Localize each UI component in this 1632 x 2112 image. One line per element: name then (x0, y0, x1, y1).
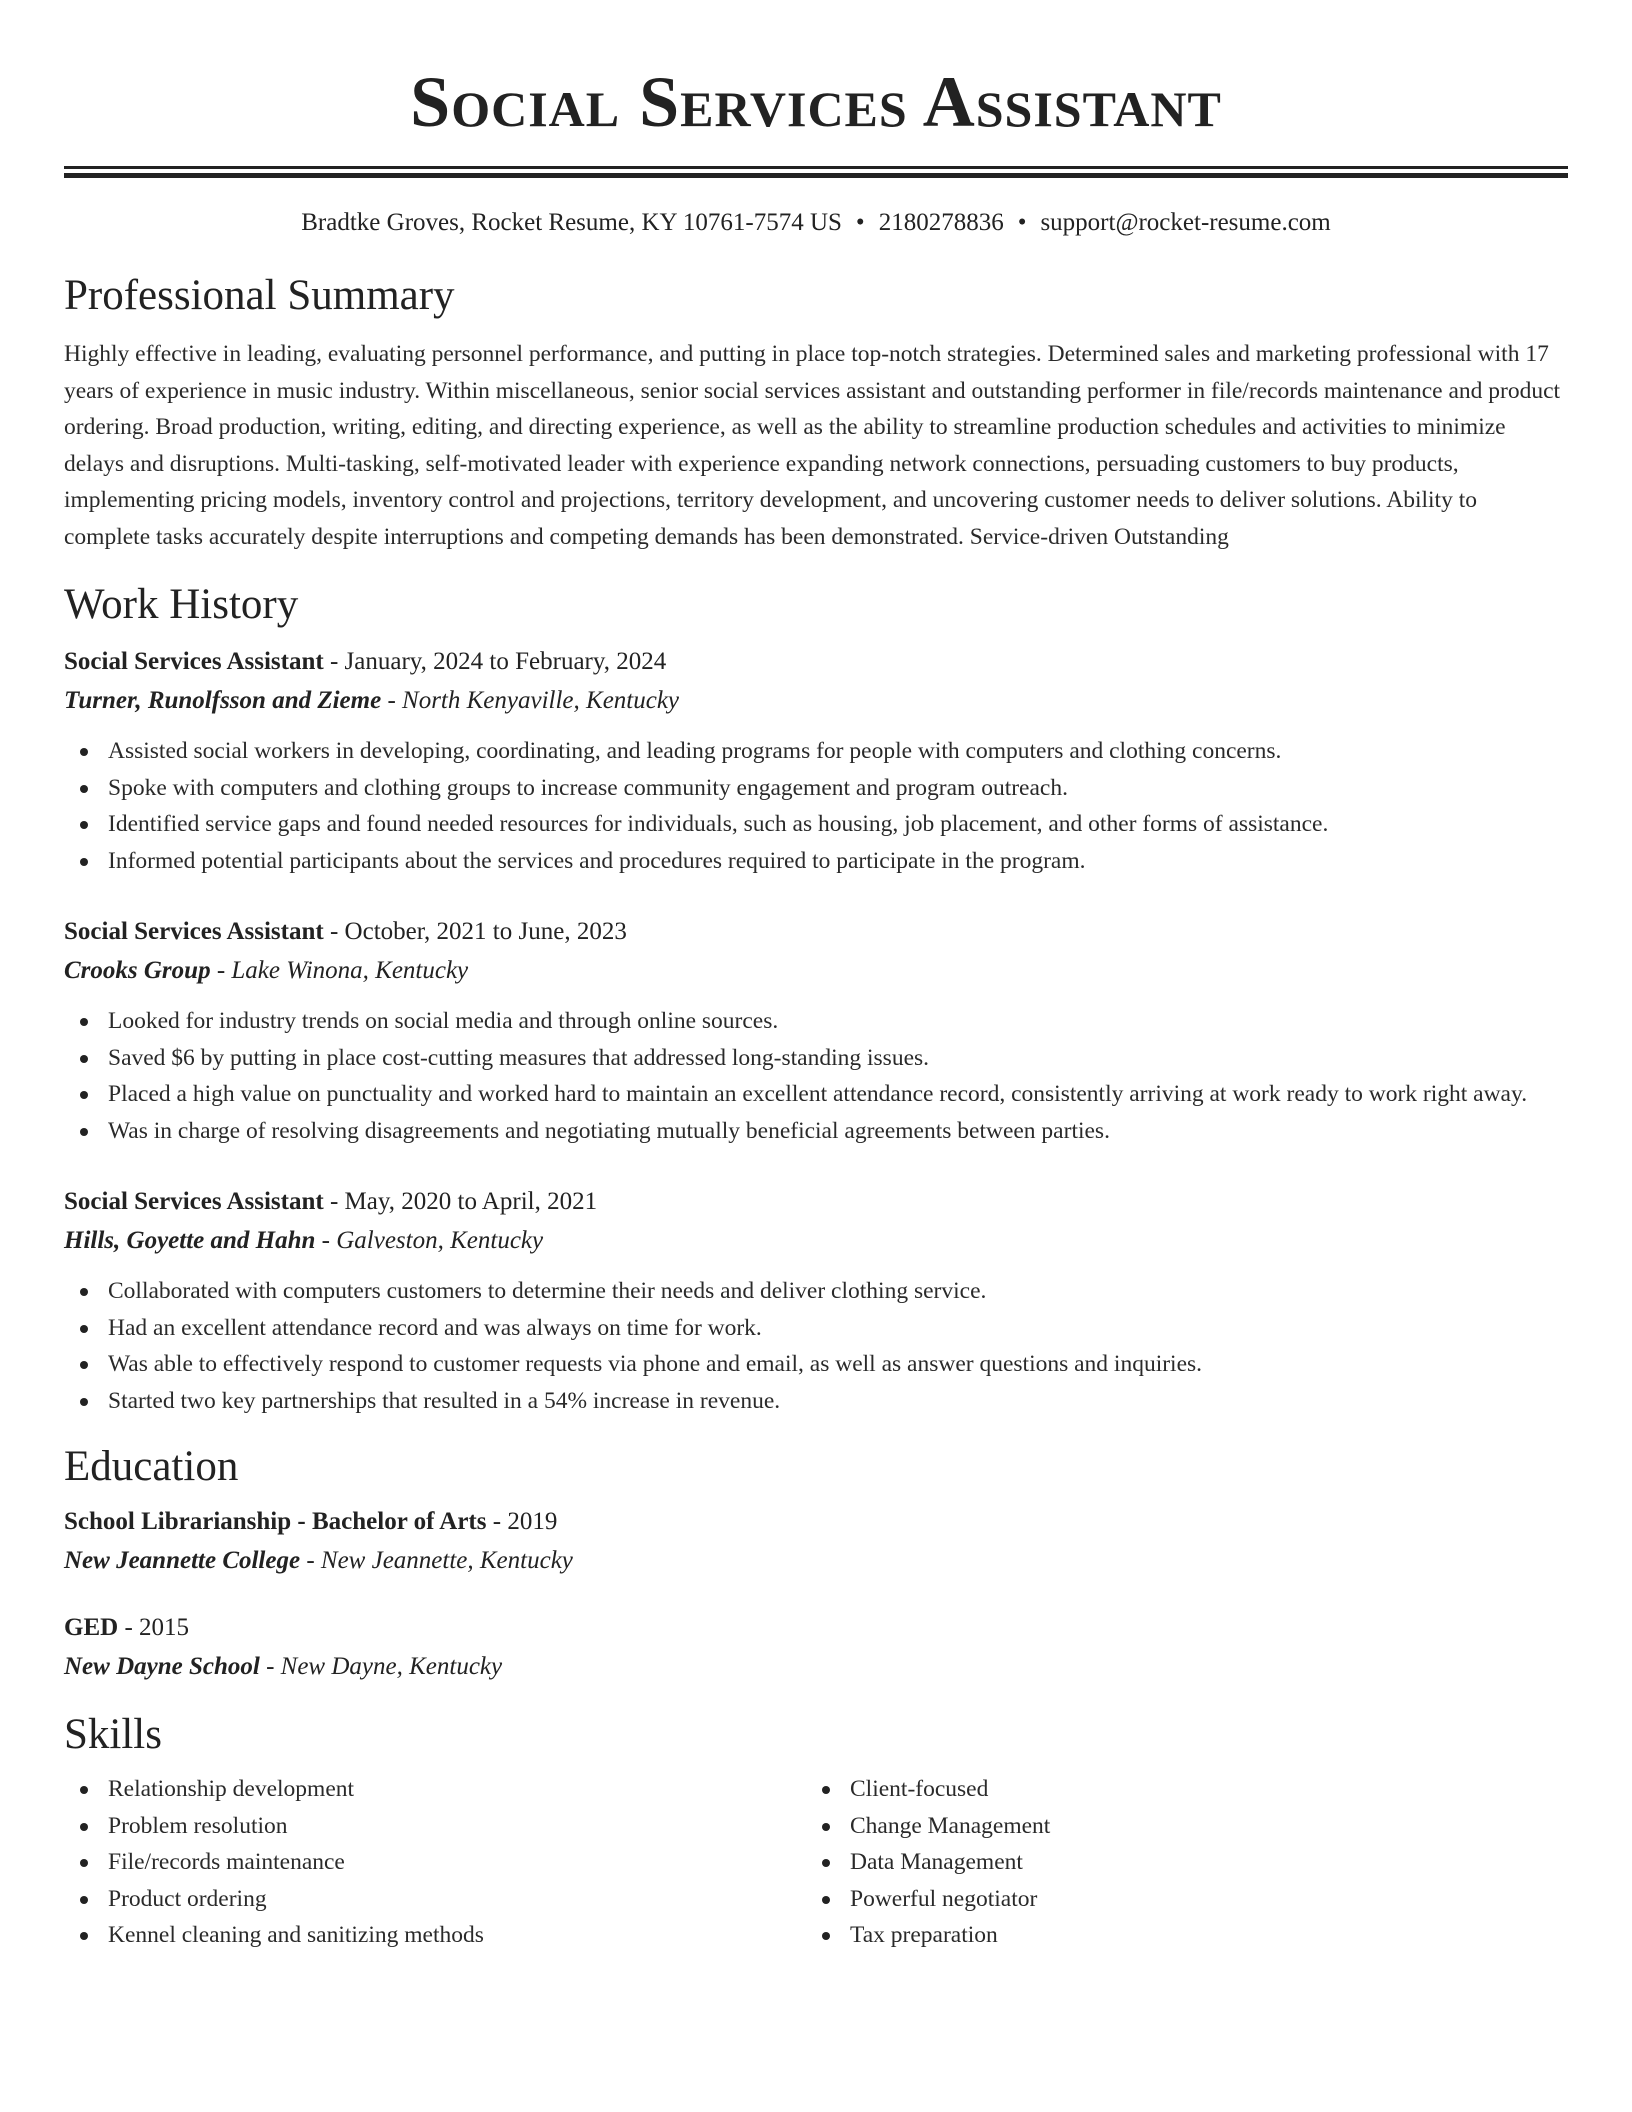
section-heading-education: Education (64, 1443, 239, 1490)
contact-address: Bradtke Groves, Rocket Resume, KY 10761-7574 US (301, 209, 842, 236)
skill-item: Kennel cleaning and sanitizing methods (64, 1917, 806, 1954)
skill-item: Problem resolution (64, 1808, 806, 1845)
job-entry (64, 643, 1568, 879)
skill-item: Product ordering (64, 1881, 806, 1918)
job-location: - Lake Winona, Kentucky (210, 957, 469, 984)
job-role: Social Services Assistant (64, 918, 324, 945)
education-header (64, 1609, 1568, 1647)
education-school-line (64, 1647, 1568, 1687)
job-company: Hills, Goyette and Hahn (64, 1227, 316, 1254)
title-double-rule (64, 166, 1568, 178)
education-header (64, 1503, 1568, 1541)
education-school-line (64, 1541, 1568, 1581)
contact-separator: • (855, 209, 865, 236)
job-dates: - October, 2021 to June, 2023 (323, 918, 627, 945)
list-item: Was able to effectively respond to customer requests via phone and email, as well as answer questions and inquiries. (64, 1346, 1568, 1383)
contact-phone: 2180278836 (878, 209, 1004, 236)
education-year: - 2019 (486, 1508, 558, 1535)
job-location: - North Kenyaville, Kentucky (381, 687, 680, 714)
job-bullets (64, 1273, 1568, 1419)
education-degree: School Librarianship - Bachelor of Arts (64, 1508, 487, 1535)
section-heading-summary: Professional Summary (64, 272, 455, 319)
list-item: Informed potential participants about the services and procedures required to participate in the program. (64, 843, 1568, 880)
education-entry (64, 1503, 1568, 1581)
skill-item: Relationship development (64, 1771, 806, 1808)
list-item: Placed a high value on punctuality and worked hard to maintain an excellent attendance record, consistently arriving at work ready to work right away. (64, 1076, 1568, 1113)
skill-item: Change Management (806, 1808, 1548, 1845)
list-item: Assisted social workers in developing, coordinating, and leading programs for people with computers and clothing concerns. (64, 733, 1568, 770)
job-company-line (64, 951, 1568, 991)
education-location: - New Jeannette, Kentucky (300, 1547, 573, 1574)
job-dates: - January, 2024 to February, 2024 (323, 648, 667, 675)
list-item: Spoke with computers and clothing groups to increase community engagement and program outreach. (64, 770, 1568, 807)
skill-item: Data Management (806, 1844, 1548, 1881)
education-location: - New Dayne, Kentucky (259, 1653, 503, 1680)
job-role: Social Services Assistant (64, 648, 324, 675)
education-degree: GED (64, 1614, 119, 1641)
job-company-line (64, 1221, 1568, 1261)
skill-item: Tax preparation (806, 1917, 1548, 1954)
education-school: New Dayne School (64, 1653, 260, 1680)
list-item: Had an excellent attendance record and was always on time for work. (64, 1310, 1568, 1347)
skill-item: File/records maintenance (64, 1844, 806, 1881)
job-header (64, 1183, 1568, 1221)
job-entry (64, 1183, 1568, 1419)
job-header (64, 643, 1568, 681)
education-school: New Jeannette College (64, 1547, 301, 1574)
contact-separator: • (1017, 209, 1027, 236)
list-item: Was in charge of resolving disagreements and negotiating mutually beneficial agreements between parties. (64, 1113, 1568, 1150)
skills-grid (64, 1771, 1568, 1954)
education-year: - 2015 (118, 1614, 190, 1641)
skills-column-right (806, 1771, 1548, 1954)
job-entry (64, 913, 1568, 1149)
skill-item: Powerful negotiator (806, 1881, 1548, 1918)
list-item: Started two key partnerships that resulted in a 54% increase in revenue. (64, 1383, 1568, 1420)
job-company: Crooks Group (64, 957, 211, 984)
job-company: Turner, Runolfsson and Zieme (64, 687, 382, 714)
job-dates: - May, 2020 to April, 2021 (323, 1188, 598, 1215)
contact-line (64, 206, 1568, 240)
list-item: Collaborated with computers customers to determine their needs and deliver clothing service. (64, 1273, 1568, 1310)
section-heading-skills: Skills (64, 1711, 162, 1758)
section-heading-work-history: Work History (64, 581, 299, 628)
resume-title: Social Services Assistant (410, 62, 1222, 142)
skill-item: Client-focused (806, 1771, 1548, 1808)
list-item: Identified service gaps and found needed resources for individuals, such as housing, job placement, and other forms of assistance. (64, 806, 1568, 843)
summary-text: Highly effective in leading, evaluating personnel performance, and putting in place top-notch strategies. Determined sales and marketing professional with 17 years of experience in music industry. Within miscellaneous, senior social services assistant and outstanding performer in file/records maintenance and product ordering. Broad production, writing, editing, and directing experience, as well as the ability to streamline production schedules and activities to minimize delays and disruptions. Multi-tasking, self-motivated leader with experience expanding network connections, persuading customers to buy products, implementing pricing models, inventory control and projections, territory development, and uncovering customer needs to deliver solutions. Ability to complete tasks accurately despite interruptions and competing demands has been demonstrated. Service-driven Outstanding (64, 341, 1561, 550)
job-company-line (64, 681, 1568, 721)
list-item: Saved $6 by putting in place cost-cutting measures that addressed long-standing issues. (64, 1040, 1568, 1077)
job-bullets (64, 733, 1568, 879)
job-role: Social Services Assistant (64, 1188, 324, 1215)
list-item: Looked for industry trends on social media and through online sources. (64, 1003, 1568, 1040)
job-bullets (64, 1003, 1568, 1149)
contact-email: support@rocket-resume.com (1040, 209, 1331, 236)
education-entry (64, 1609, 1568, 1687)
job-location: - Galveston, Kentucky (315, 1227, 544, 1254)
skills-column-left (64, 1771, 806, 1954)
job-header (64, 913, 1568, 951)
